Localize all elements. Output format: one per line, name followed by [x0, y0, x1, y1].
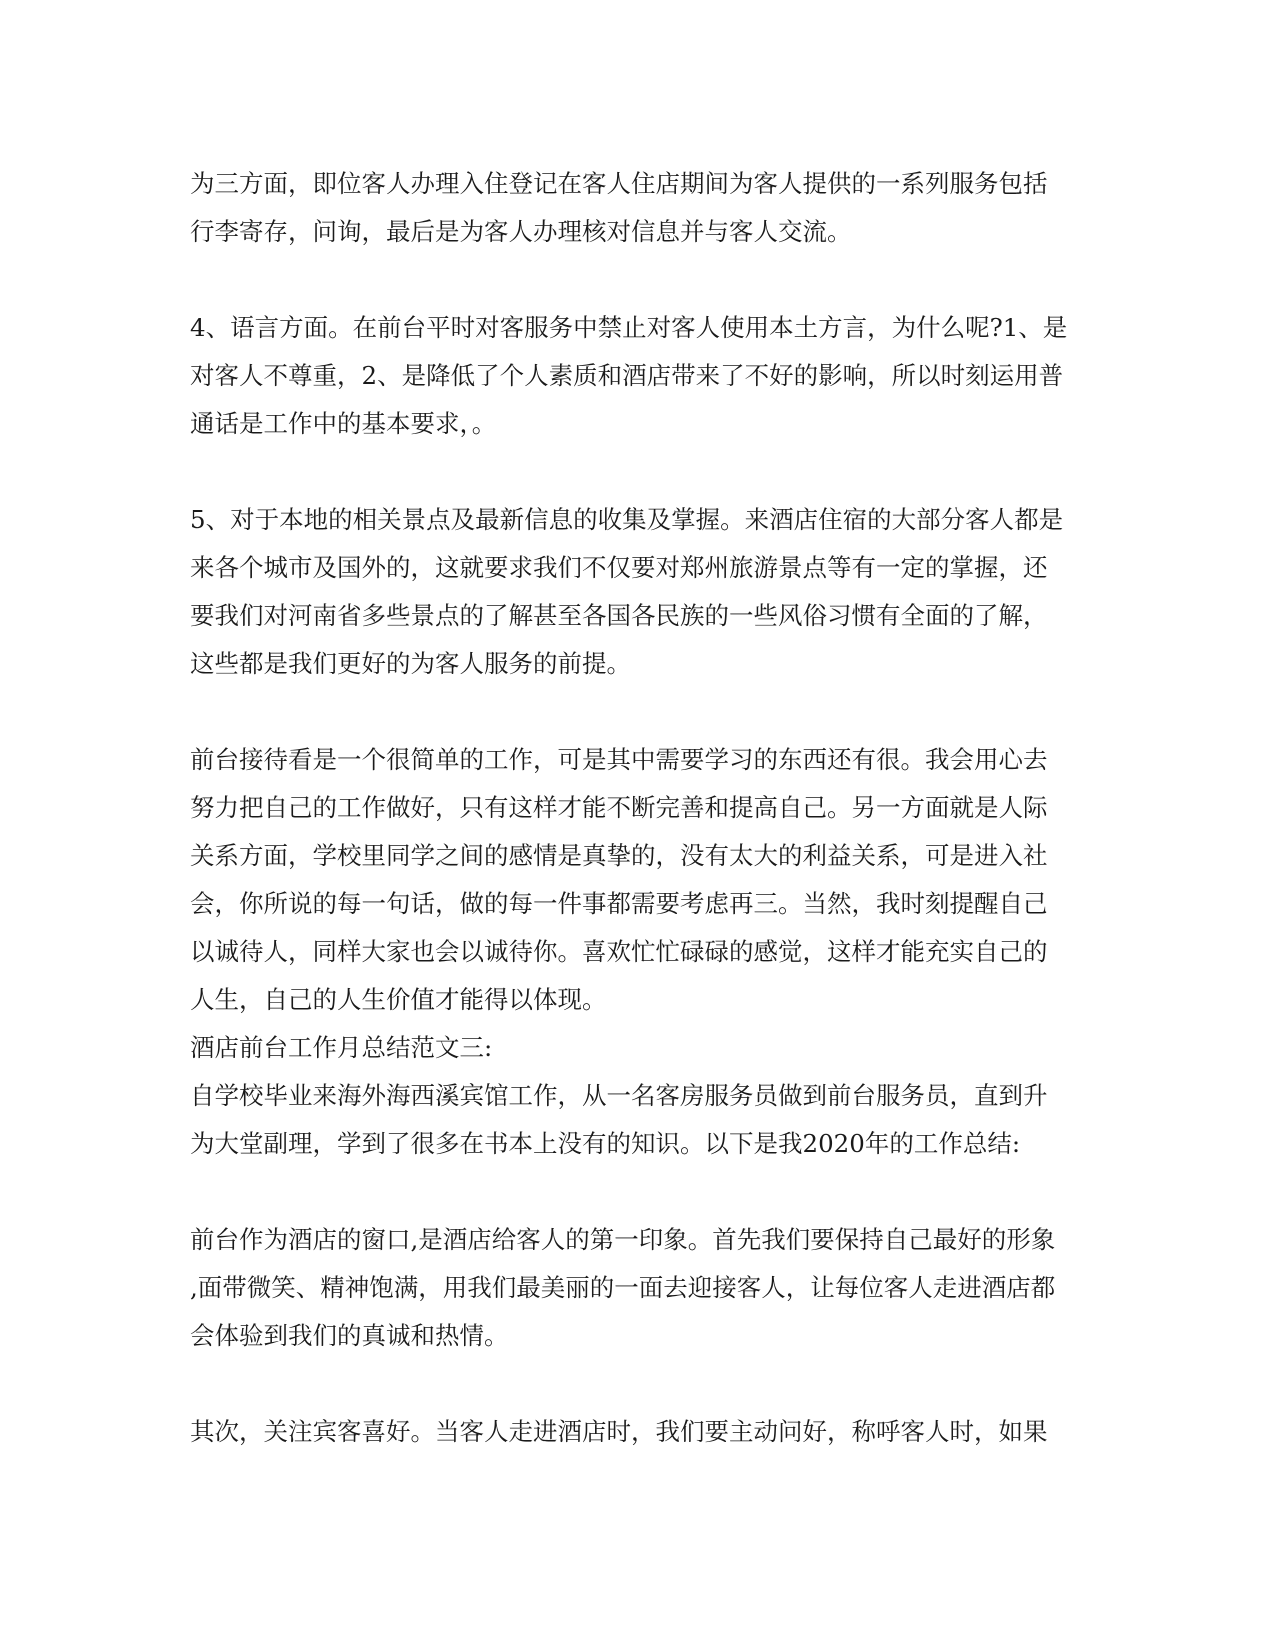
paragraph-check-in-services [190, 160, 1080, 256]
paragraph-spacer [190, 688, 1080, 736]
text-line: 以诚待人，同样大家也会以诚待你。喜欢忙忙碌碌的感觉，这样才能充实自己的 [190, 937, 1048, 966]
paragraph-spacer [190, 448, 1080, 496]
document-body [190, 160, 1080, 1456]
paragraph-guest-preferences [190, 1408, 1080, 1456]
text-line: 会体验到我们的真诚和热情。 [190, 1321, 509, 1350]
text-line: 5、对于本地的相关景点及最新信息的收集及掌握。来酒店住宿的大部分客人都是 [190, 505, 1064, 534]
paragraph-spacer [190, 1360, 1080, 1408]
paragraph-local-info [190, 496, 1080, 688]
text-line: 要我们对河南省多些景点的了解甚至各国各民族的一些风俗习惯有全面的了解， [190, 601, 1048, 630]
paragraph-front-desk-image [190, 1216, 1080, 1360]
paragraph-language [190, 304, 1080, 448]
text-line: 通话是工作中的基本要求，。 [190, 409, 497, 438]
text-line: 对客人不尊重，2、是降低了个人素质和酒店带来了不好的影响，所以时刻运用普 [190, 361, 1064, 390]
paragraph-spacer [190, 256, 1080, 304]
text-line: 其次，关注宾客喜好。当客人走进酒店时，我们要主动问好，称呼客人时，如果 [190, 1417, 1048, 1446]
text-line: 4、语言方面。在前台平时对客服务中禁止对客人使用本土方言，为什么呢?1、是 [190, 313, 1068, 342]
section-heading: 酒店前台工作月总结范文三: [190, 1033, 493, 1062]
text-line: 人生，自己的人生价值才能得以体现。 [190, 985, 607, 1014]
text-line: 会，你所说的每一句话，做的每一件事都需要考虑再三。当然，我时刻提醒自己 [190, 889, 1048, 918]
paragraph-reflection [190, 736, 1080, 1168]
text-line: 前台作为酒店的窗口,是酒店给客人的第一印象。首先我们要保持自己最好的形象 [190, 1225, 1056, 1254]
text-line: 关系方面，学校里同学之间的感情是真挚的，没有太大的利益关系，可是进入社 [190, 841, 1048, 870]
text-line: ,面带微笑、精神饱满，用我们最美丽的一面去迎接客人，让每位客人走进酒店都 [190, 1273, 1056, 1302]
text-line: 前台接待看是一个很简单的工作，可是其中需要学习的东西还有很。我会用心去 [190, 745, 1048, 774]
text-line: 这些都是我们更好的为客人服务的前提。 [190, 649, 631, 678]
text-line: 为大堂副理，学到了很多在书本上没有的知识。以下是我2020年的工作总结: [190, 1129, 1021, 1158]
text-line: 行李寄存，问询，最后是为客人办理核对信息并与客人交流。 [190, 217, 852, 246]
text-line: 为三方面，即位客人办理入住登记在客人住店期间为客人提供的一系列服务包括 [190, 169, 1048, 198]
text-line: 自学校毕业来海外海西溪宾馆工作，从一名客房服务员做到前台服务员，直到升 [190, 1081, 1048, 1110]
text-line: 努力把自己的工作做好，只有这样才能不断完善和提高自己。另一方面就是人际 [190, 793, 1048, 822]
text-line: 来各个城市及国外的，这就要求我们不仅要对郑州旅游景点等有一定的掌握，还 [190, 553, 1048, 582]
paragraph-spacer [190, 1168, 1080, 1216]
